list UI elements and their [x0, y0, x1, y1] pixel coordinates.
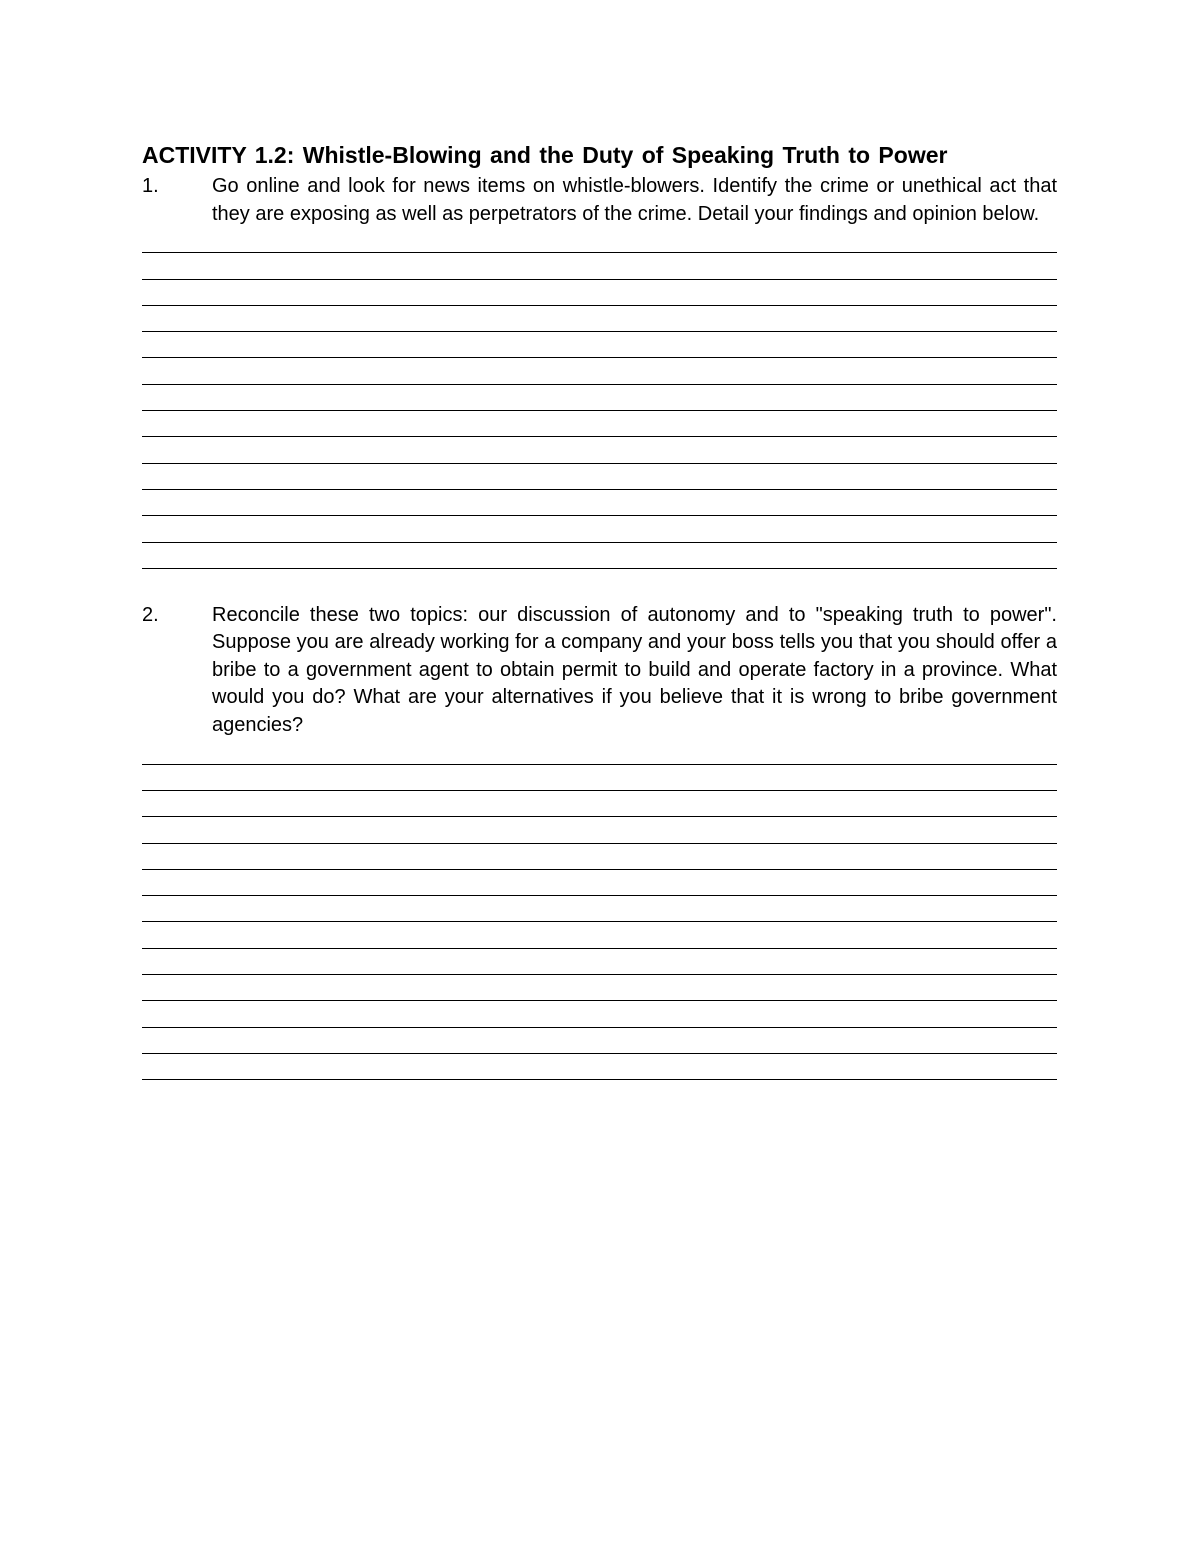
- question-2-answer-lines: [142, 747, 1057, 1089]
- answer-line[interactable]: [142, 341, 1057, 367]
- answer-line[interactable]: [142, 747, 1057, 773]
- answer-line[interactable]: [142, 879, 1057, 905]
- question-2-number: 2.: [142, 603, 159, 626]
- answer-line[interactable]: [142, 1063, 1057, 1089]
- question-2: [142, 602, 1057, 740]
- answer-line[interactable]: [142, 420, 1057, 446]
- answer-line[interactable]: [142, 984, 1057, 1010]
- answer-line[interactable]: [142, 446, 1057, 472]
- question-1: [142, 173, 1057, 228]
- answer-line[interactable]: [142, 262, 1057, 288]
- answer-line[interactable]: [142, 826, 1057, 852]
- answer-line[interactable]: [142, 552, 1057, 578]
- answer-line[interactable]: [142, 931, 1057, 957]
- answer-line[interactable]: [142, 853, 1057, 879]
- answer-line[interactable]: [142, 236, 1057, 262]
- question-1-answer-lines: [142, 236, 1057, 578]
- answer-line[interactable]: [142, 1037, 1057, 1063]
- answer-line[interactable]: [142, 394, 1057, 420]
- activity-title: ACTIVITY 1.2: Whistle-Blowing and the Duty of Speaking Truth to Power: [142, 142, 948, 168]
- answer-line[interactable]: [142, 800, 1057, 826]
- answer-line[interactable]: [142, 473, 1057, 499]
- answer-line[interactable]: [142, 774, 1057, 800]
- answer-line[interactable]: [142, 525, 1057, 551]
- answer-line[interactable]: [142, 367, 1057, 393]
- question-1-text: Go online and look for news items on whistle-blowers. Identify the crime or unethical act that they are exposing as well as perpetrators of the crime. Detail your findings and opinion below.: [212, 175, 1057, 225]
- answer-line[interactable]: [142, 958, 1057, 984]
- question-2-text: Reconcile these two topics: our discussion of autonomy and to "speaking truth to power". Suppose you are already working for a company and your boss tells you that you should offer a bribe to a government agent to obtain permit to build and operate factory in a province. What would you do? What are your alternatives if you believe that it is wrong to bribe government agencies?: [212, 603, 1057, 736]
- answer-line[interactable]: [142, 315, 1057, 341]
- answer-line[interactable]: [142, 289, 1057, 315]
- question-1-number: 1.: [142, 175, 159, 197]
- document-page: [142, 140, 1057, 1089]
- answer-line[interactable]: [142, 1010, 1057, 1036]
- answer-line[interactable]: [142, 905, 1057, 931]
- answer-line[interactable]: [142, 499, 1057, 525]
